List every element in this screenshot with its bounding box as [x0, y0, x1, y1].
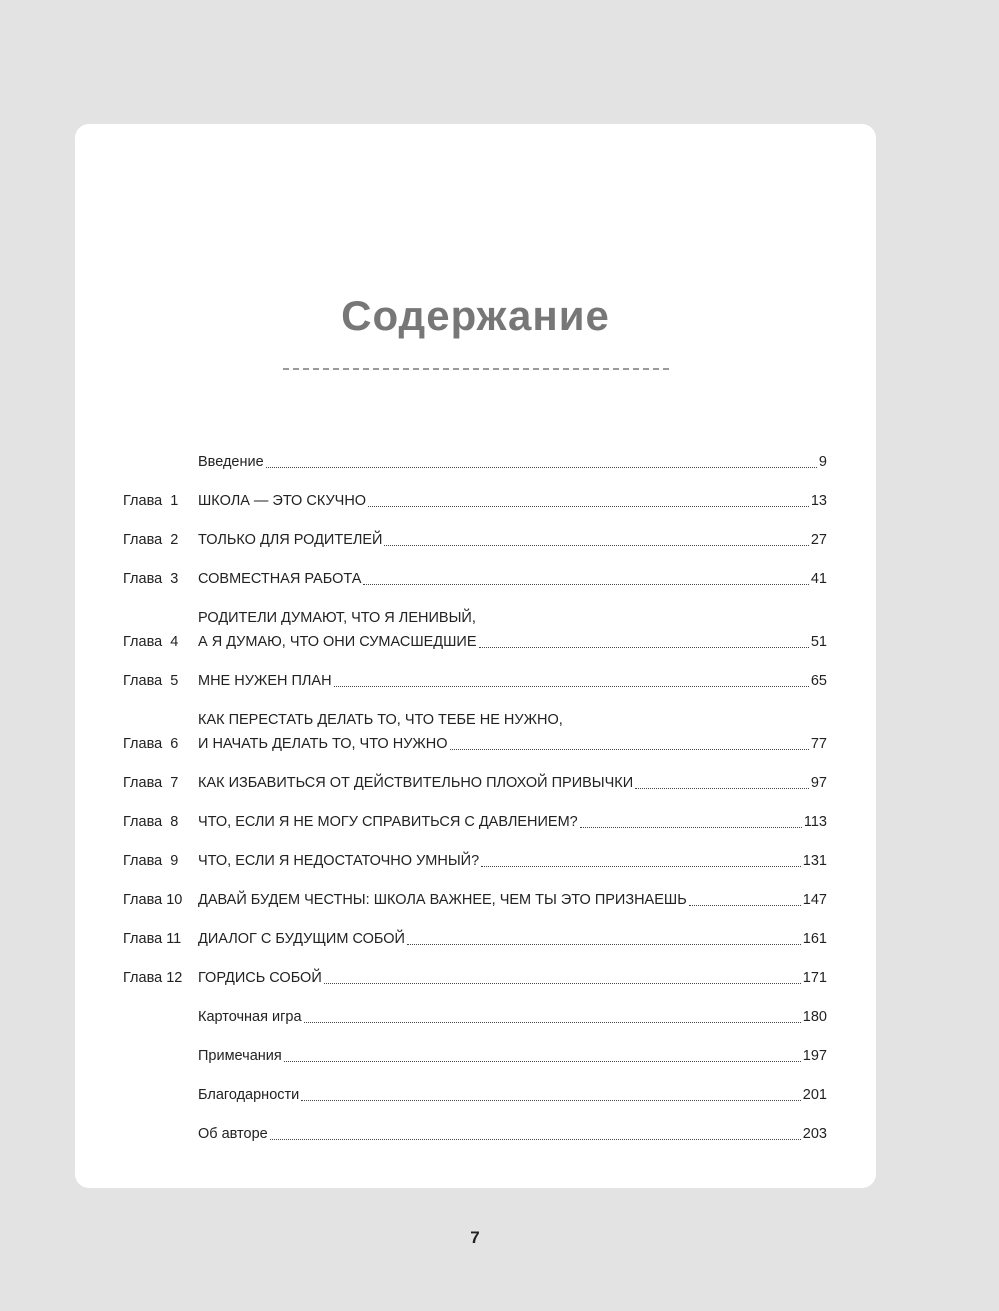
toc-entry[interactable]: [123, 888, 827, 912]
toc-entry[interactable]: [123, 771, 827, 795]
entry-page-number: 13: [810, 493, 827, 509]
toc-entry[interactable]: [123, 1122, 827, 1146]
entry-page-number: 197: [802, 1048, 827, 1064]
entry-page-number: 51: [810, 634, 827, 650]
entry-title: Примечания: [198, 1048, 282, 1064]
toc-entry[interactable]: [123, 966, 827, 990]
toc-entry[interactable]: [123, 708, 827, 756]
dot-leader: [334, 686, 809, 687]
dot-leader: [689, 905, 801, 906]
chapter-label: Глава 5: [123, 673, 179, 689]
entry-title: МНЕ НУЖЕН ПЛАН: [198, 673, 332, 689]
entry-title: ГОРДИСЬ СОБОЙ: [198, 970, 322, 986]
chapter-label: Глава 2: [123, 532, 179, 548]
entry-page-number: 41: [810, 571, 827, 587]
chapter-label: Глава 6: [123, 736, 179, 752]
dot-leader: [479, 647, 809, 648]
page-card: [75, 124, 876, 1188]
entry-page-number: 201: [802, 1087, 827, 1103]
entry-title: КАК ИЗБАВИТЬСЯ ОТ ДЕЙСТВИТЕЛЬНО ПЛОХОЙ ПРИВЫЧКИ: [198, 775, 634, 791]
dot-leader: [301, 1100, 801, 1101]
toc-entry[interactable]: [123, 528, 827, 552]
entry-title: РОДИТЕЛИ ДУМАЮТ, ЧТО Я ЛЕНИВЫЙ,: [198, 610, 476, 626]
chapter-label: Глава 10: [123, 892, 183, 908]
page-title: Содержание: [341, 292, 610, 339]
dot-leader: [324, 983, 801, 984]
entry-page-number: 77: [810, 736, 827, 752]
entry-title: Карточная игра: [198, 1009, 302, 1025]
title-divider: [283, 368, 669, 370]
entry-title: ЧТО, ЕСЛИ Я НЕ МОГУ СПРАВИТЬСЯ С ДАВЛЕНИЕМ?: [198, 814, 578, 830]
dot-leader: [580, 827, 802, 828]
entry-page-number: 9: [818, 454, 827, 470]
chapter-label: Глава 1: [123, 493, 179, 509]
entry-title: Об авторе: [198, 1126, 268, 1142]
page-number: 7: [470, 1228, 480, 1247]
entry-title: КАК ПЕРЕСТАТЬ ДЕЛАТЬ ТО, ЧТО ТЕБЕ НЕ НУЖНО,: [198, 712, 563, 728]
toc-entry[interactable]: [123, 669, 827, 693]
dot-leader: [270, 1139, 801, 1140]
entry-title: ДИАЛОГ С БУДУЩИМ СОБОЙ: [198, 931, 405, 947]
entry-page-number: 147: [802, 892, 827, 908]
entry-title: ЧТО, ЕСЛИ Я НЕДОСТАТОЧНО УМНЫЙ?: [198, 853, 480, 869]
toc-entry[interactable]: [123, 450, 827, 474]
toc-entry[interactable]: [123, 1044, 827, 1068]
dot-leader: [363, 584, 808, 585]
table-of-contents: [123, 450, 827, 1161]
entry-title: ШКОЛА — ЭТО СКУЧНО: [198, 493, 367, 509]
dot-leader: [407, 944, 801, 945]
entry-title: ДАВАЙ БУДЕМ ЧЕСТНЫ: ШКОЛА ВАЖНЕЕ, ЧЕМ ТЫ ЭТО ПРИЗНАЕШЬ: [198, 892, 687, 908]
entry-title: И НАЧАТЬ ДЕЛАТЬ ТО, ЧТО НУЖНО: [198, 736, 448, 752]
entry-page-number: 65: [810, 673, 827, 689]
entry-page-number: 131: [802, 853, 827, 869]
entry-title: Введение: [198, 454, 264, 470]
entry-title: СОВМЕСТНАЯ РАБОТА: [198, 571, 362, 587]
entry-page-number: 97: [810, 775, 827, 791]
toc-entry[interactable]: [123, 489, 827, 513]
dot-leader: [284, 1061, 801, 1062]
entry-page-number: 161: [802, 931, 827, 947]
chapter-label: Глава 12: [123, 970, 183, 986]
chapter-label: Глава 11: [123, 931, 182, 947]
dot-leader: [481, 866, 801, 867]
chapter-label: Глава 4: [123, 634, 179, 650]
dot-leader: [450, 749, 809, 750]
chapter-label: Глава 9: [123, 853, 179, 869]
toc-entry[interactable]: [123, 606, 827, 654]
toc-entry[interactable]: [123, 567, 827, 591]
entry-page-number: 180: [802, 1009, 827, 1025]
entry-page-number: 27: [810, 532, 827, 548]
chapter-label: Глава 8: [123, 814, 179, 830]
toc-entry[interactable]: [123, 810, 827, 834]
dot-leader: [368, 506, 809, 507]
dot-leader: [304, 1022, 801, 1023]
entry-page-number: 203: [802, 1126, 827, 1142]
entry-title: А Я ДУМАЮ, ЧТО ОНИ СУМАСШЕДШИЕ: [198, 634, 477, 650]
chapter-label: Глава 7: [123, 775, 179, 791]
toc-entry[interactable]: [123, 927, 827, 951]
dot-leader: [635, 788, 809, 789]
dot-leader: [266, 467, 817, 468]
chapter-label: Глава 3: [123, 571, 179, 587]
toc-entry[interactable]: [123, 849, 827, 873]
entry-page-number: 171: [802, 970, 827, 986]
entry-title: Благодарности: [198, 1087, 300, 1103]
entry-title: ТОЛЬКО ДЛЯ РОДИТЕЛЕЙ: [198, 532, 383, 548]
toc-entry[interactable]: [123, 1005, 827, 1029]
toc-entry[interactable]: [123, 1083, 827, 1107]
dot-leader: [384, 545, 808, 546]
entry-page-number: 113: [803, 814, 827, 830]
